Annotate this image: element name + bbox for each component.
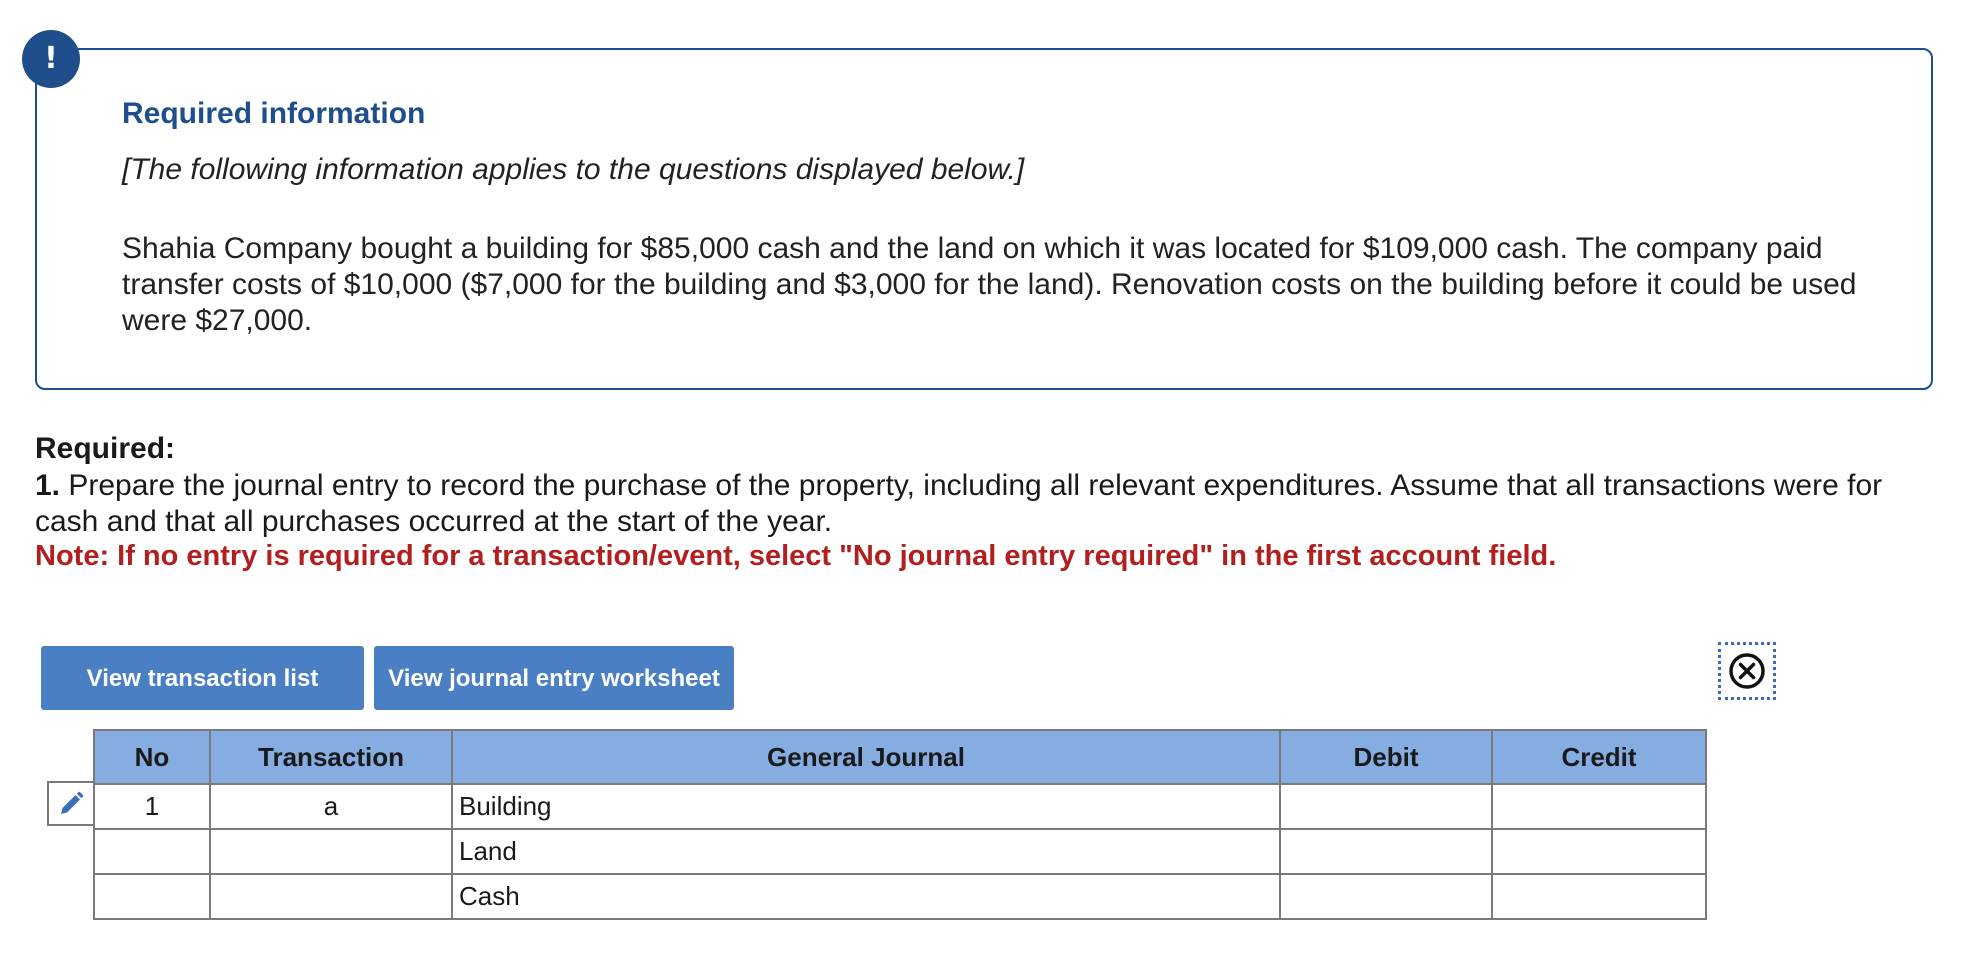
required-heading: Required: [35,432,176,465]
row-account: Building [452,784,1280,829]
pencil-icon [56,789,86,819]
row-credit [1492,829,1706,874]
row-credit [1492,784,1706,829]
view-journal-entry-worksheet-button[interactable]: View journal entry worksheet [374,646,734,710]
alert-icon: ! [22,30,80,88]
required-instructions [35,468,1935,540]
row-debit [1280,784,1492,829]
view-transaction-list-button[interactable]: View transaction list [41,646,364,710]
note-text: Note: If no entry is required for a transaction/event, select "No journal entry required" in the first account field. [35,540,1557,572]
header-general-journal: General Journal [452,730,1280,784]
required-text: Prepare the journal entry to record the purchase of the property, including all relevant expenditures. Assume that all transactions were for cash and that all purchases occurred at the start of the year. [35,469,1883,538]
row-account: Land [452,829,1280,874]
edit-entry-button[interactable] [47,781,93,826]
row-transaction [210,829,452,874]
table-header-row [94,730,1706,784]
row-account: Cash [452,874,1280,919]
row-debit [1280,874,1492,919]
header-credit: Credit [1492,730,1706,784]
required-information-title: Required information [122,97,426,130]
close-circle-icon [1727,651,1767,691]
header-debit: Debit [1280,730,1492,784]
row-no [94,874,210,919]
close-button[interactable] [1718,642,1776,700]
row-transaction [210,874,452,919]
row-credit [1492,874,1706,919]
row-debit [1280,829,1492,874]
row-transaction: a [210,784,452,829]
journal-table [93,729,1707,920]
table-row [94,829,1706,874]
header-no: No [94,730,210,784]
required-number: 1. [35,469,61,502]
table-row [94,784,1706,829]
table-row [94,874,1706,919]
applies-note: [The following information applies to the questions displayed below.] [122,153,1025,186]
header-transaction: Transaction [210,730,452,784]
row-no: 1 [94,784,210,829]
scenario-text: Shahia Company bought a building for $85,000 cash and the land on which it was located for $109,000 cash. The company paid transfer costs of $10,000 ($7,000 for the building and $3,000 for the land). Renovation costs on the building before it could be used were $27,000. [122,232,1857,337]
row-no [94,829,210,874]
